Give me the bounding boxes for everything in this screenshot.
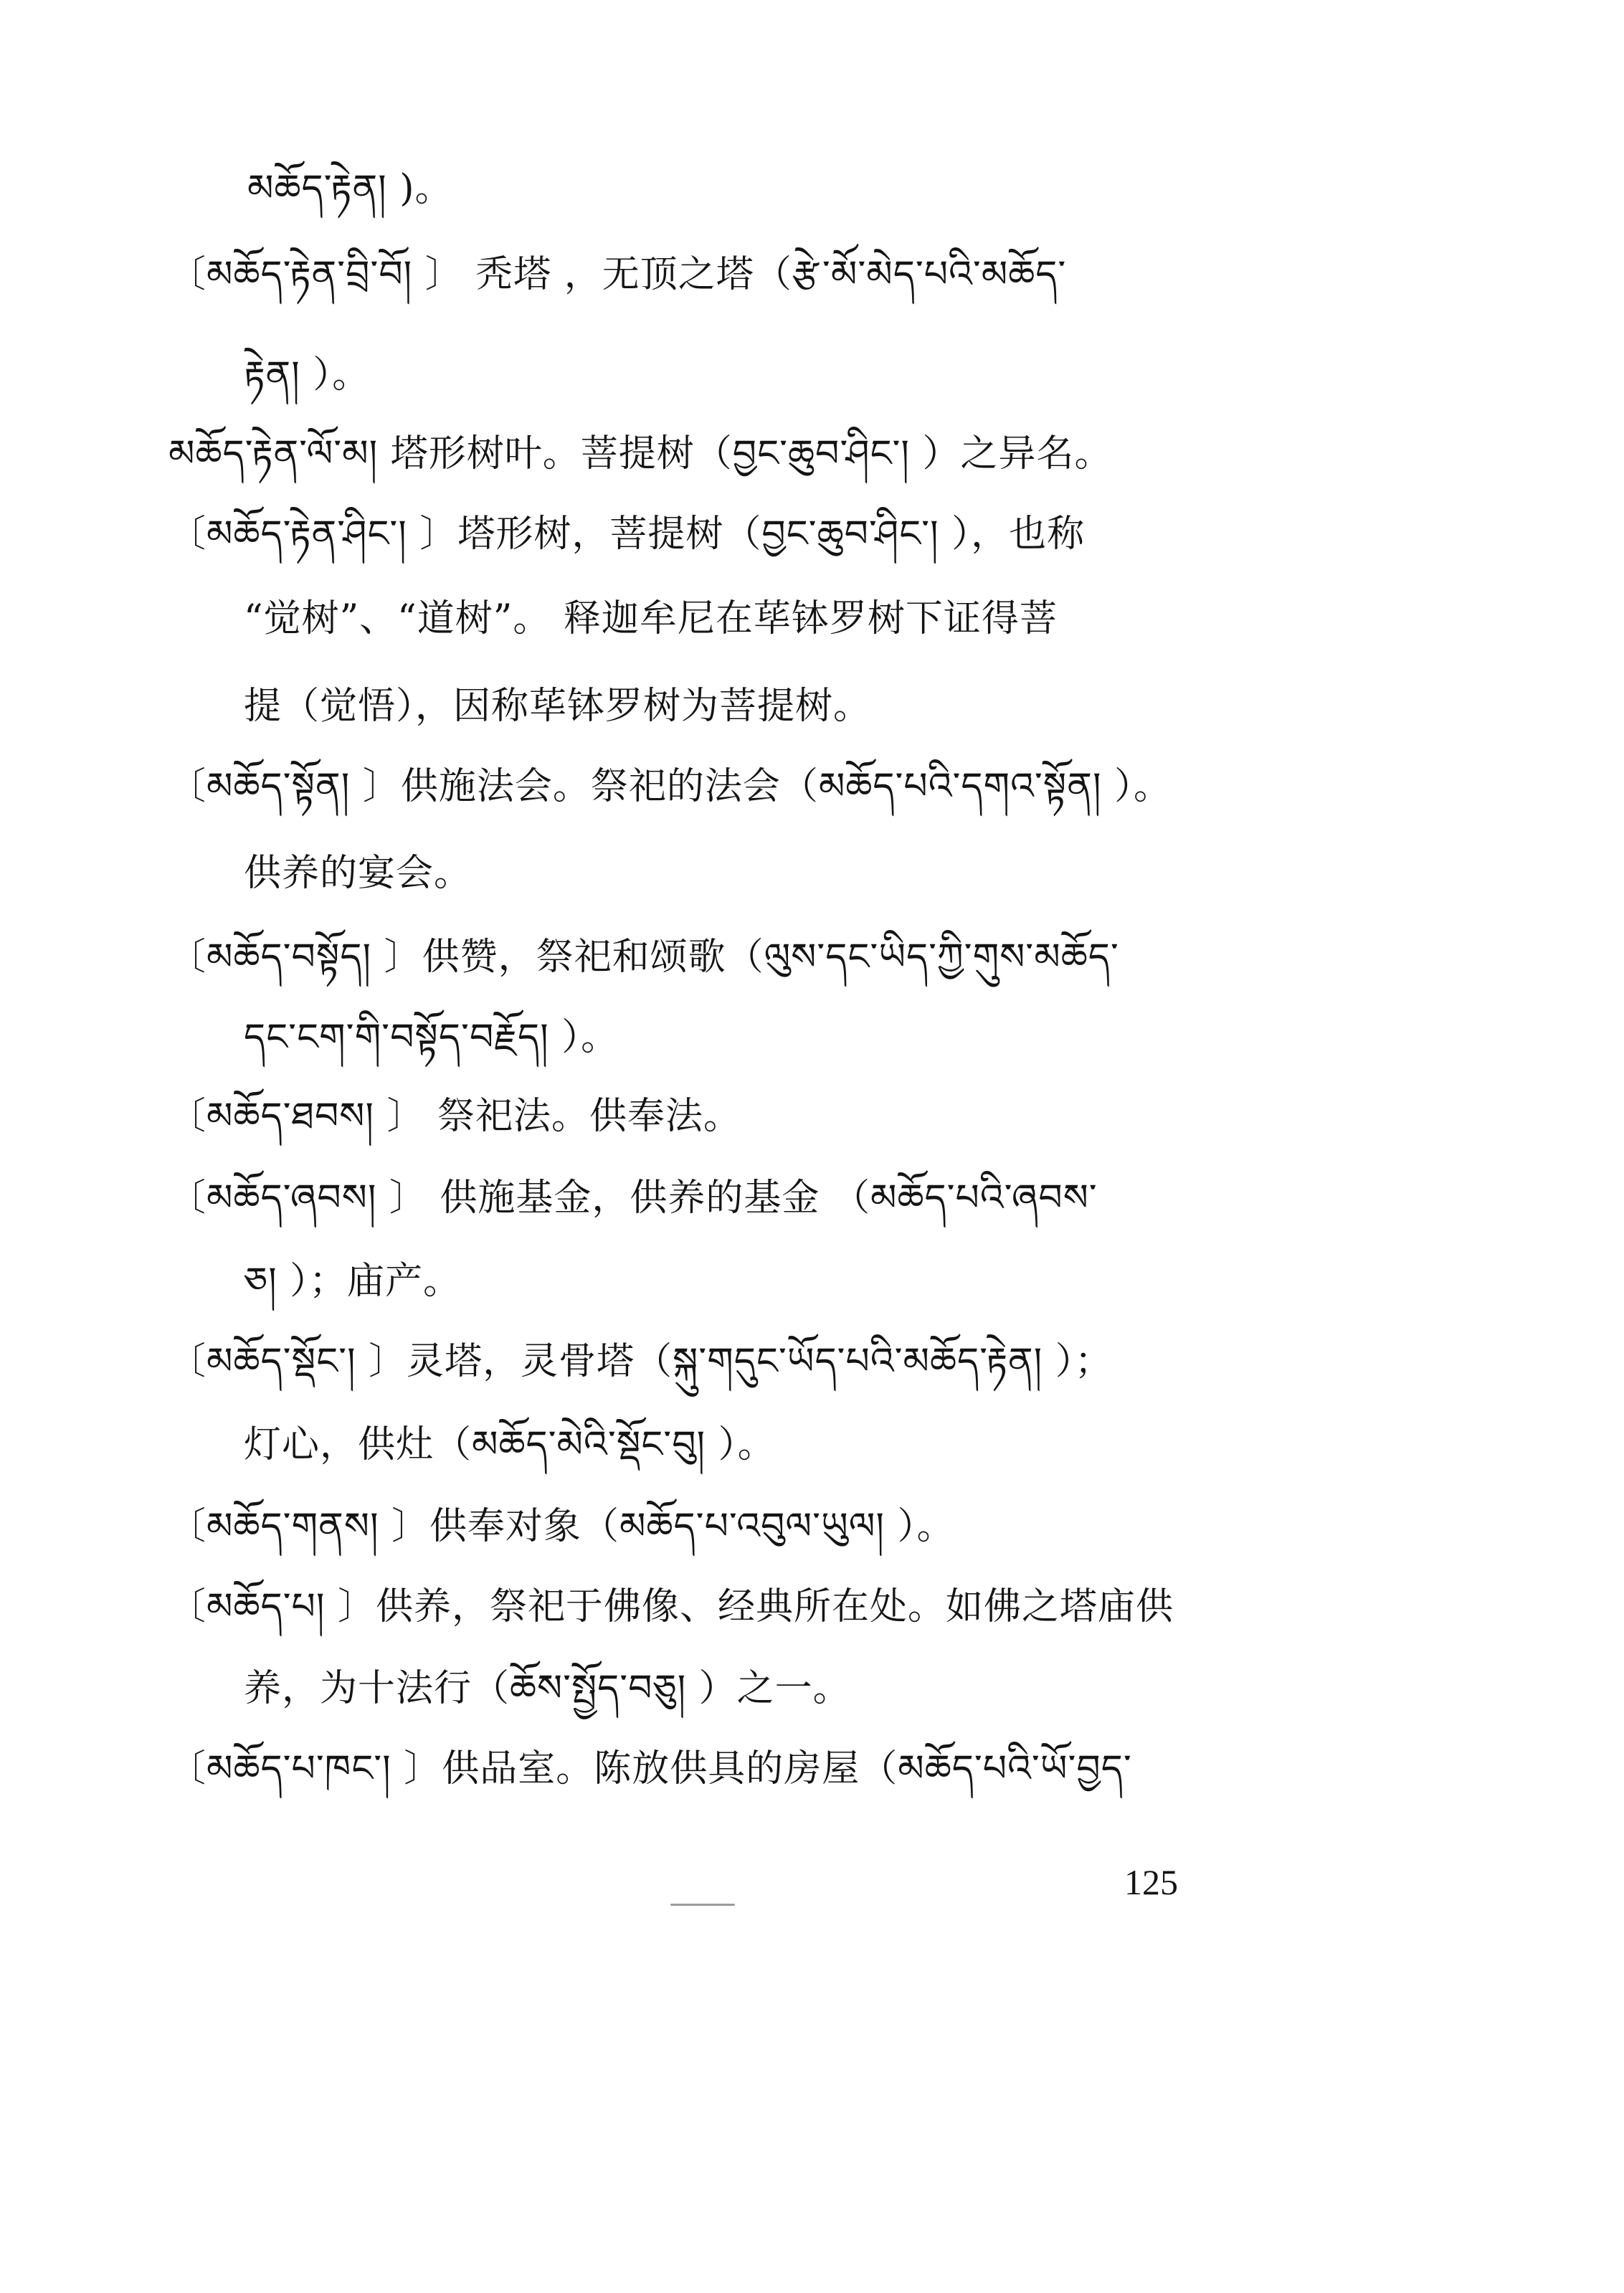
entry-line: 提（觉悟），因称荜钵罗树为菩提树。	[244, 685, 872, 728]
entry-line: 〔མཆོད་ཞབས། 〕 供施基金，供养的基金 （མཆོད་པའི་ཞབས་	[168, 1177, 1098, 1220]
entry-line: “觉树”、“道树”。 释迦牟尼在荜钵罗树下证得菩	[244, 597, 1058, 640]
entry-line: མཆོད་རྟེན་ལོ་མ། 塔形树叶。菩提树（བྱང་ཆུབ་ཤིང་། ）之异名。	[168, 432, 1113, 475]
print-smudge	[670, 1904, 735, 1906]
entry-line: 〔མཆོད་ཐབས། 〕 祭祀法。供奉法。	[168, 1095, 741, 1138]
entry-line: 〔མཆོད་པ། 〕供养，祭祀于佛像、经典所在处。如佛之塔庙供	[168, 1585, 1174, 1628]
entry-line: ཅ། ）；庙产。	[244, 1260, 462, 1303]
entry-line: 〔མཆོད་གནས། 〕供奉对象（མཆོད་པ་འབུལ་ཡུལ། ）。	[168, 1505, 955, 1548]
entry-line: 灯心，供灶（མཆོད་མེའི་སྡོང་བུ། ）。	[244, 1423, 776, 1466]
page-number: 125	[1124, 1862, 1178, 1902]
entry-line: མཆོད་རྟེན། )。	[247, 167, 453, 210]
entry-line: 〔མཆོད་བསྟོད། 〕供赞，祭祀和颂歌（ལུས་དང་ཡིད་ཀྱི་གུས་མཆོད་	[168, 936, 1119, 979]
entry-line: 养，为十法行（ཆོས་སྤྱོད་བཅུ། ）之一。	[244, 1667, 851, 1710]
entry-line: 供养的宴会。	[244, 852, 473, 895]
entry-line: དང་ངག་གི་བསྟོད་བརྗོད། ）。	[244, 1016, 619, 1059]
entry-line: 〔མཆོད་སྟོན། 〕供施法会。祭祀的法会（མཆོད་པའི་དགའ་སྟོན། ）。	[168, 765, 1172, 808]
entry-line: 〔མཆོད་པ་ཁང་། 〕供品室。陈放供具的房屋（མཆོད་པའི་ཡོ་བྱད་	[168, 1747, 1132, 1790]
entry-line: 〔མཆོད་སྡོང་། 〕灵塔，灵骨塔（སྐུ་གདུང་ཡོད་པའི་མཆོད་རྟེན། ）；	[168, 1340, 1113, 1383]
entry-line: 〔མཆོད་རྟེན་བྲི་བོ། 〕 秃塔 ，无顶之塔（རྩེ་མོ་མེད་པའི་མཆོད་	[168, 253, 1067, 296]
entry-line: རྟེན། ）。	[244, 353, 371, 397]
entry-line: 〔མཆོད་རྟེན་ཤིང་། 〕塔形树，菩提树（བྱང་ཆུབ་ཤིང་། ），也称	[168, 513, 1086, 556]
